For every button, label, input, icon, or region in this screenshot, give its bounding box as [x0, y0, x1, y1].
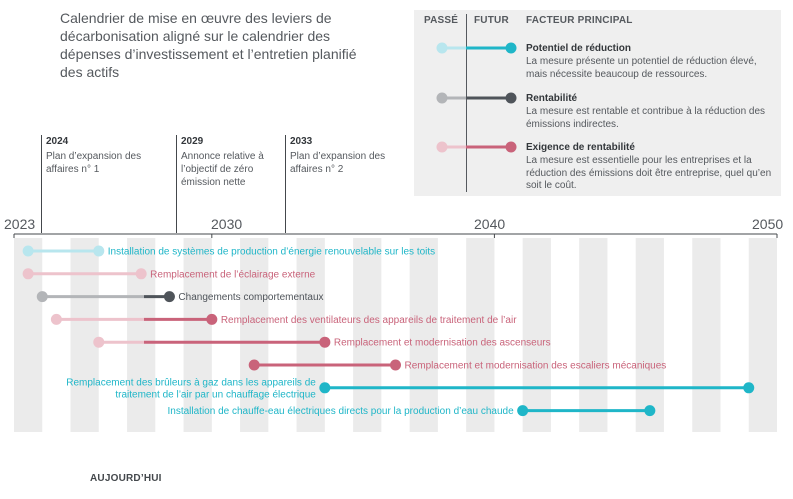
x-tick-label: 2030: [211, 216, 243, 232]
milestone-year: 2029: [181, 136, 204, 147]
milestone-text: Plan d’expansion des affaires n° 2: [290, 151, 386, 175]
legend-item-desc: La mesure présente un potentiel de réduction élevé, mais nécessite beaucoup de ressources.: [526, 56, 757, 80]
grid-band: [127, 238, 155, 432]
series-label: Installation de chauffe-eau électriques directs pour la production d’eau chaude: [167, 406, 514, 418]
x-tick-label: 2050: [752, 216, 784, 232]
series-start-point: [93, 337, 104, 348]
milestone-text: Plan d’expansion des affaires n° 1: [46, 151, 142, 175]
grid-band: [692, 238, 720, 432]
series-label: Remplacement des brûleurs à gaz dans les appareils de: [66, 377, 316, 389]
series-start-point: [249, 360, 260, 371]
series-label: traitement de l’air par un chauffage électrique: [115, 389, 316, 401]
grid-band: [523, 238, 551, 432]
x-tick-label: 2023: [4, 216, 36, 232]
legend-item-desc: La mesure est rentable et contribue à la réduction des émissions indirectes.: [526, 106, 766, 130]
series-label: Remplacement et modernisation des ascenseurs: [333, 337, 551, 349]
grid-band: [579, 238, 607, 432]
milestone-text: Annonce relative à l’objectif de zéro émission nette: [181, 151, 264, 188]
series-end-point: [164, 291, 175, 302]
chart-title: Calendrier de mise en œuvre des leviers de décarbonisation aligné sur le calendrier des dépenses d’investissement et l’entretien planifié des actifs: [60, 10, 357, 80]
series-label: Remplacement et modernisation des escaliers mécaniques: [404, 360, 667, 372]
legend-item-title: Rentabilité: [526, 93, 578, 104]
grid-band: [240, 238, 268, 432]
legend-item-title: Exigence de rentabilité: [526, 142, 635, 153]
series-end-point: [206, 314, 217, 325]
milestone-year: 2024: [46, 136, 69, 147]
grid-band: [184, 238, 212, 432]
grid-band: [466, 238, 494, 432]
grid-band: [71, 238, 99, 432]
series-start-point: [23, 246, 34, 257]
grid-band: [749, 238, 777, 432]
grid-band: [297, 238, 325, 432]
series-label: Remplacement des ventilateurs des appareils de traitement de l’air: [220, 314, 517, 326]
series-label: Changements comportementaux: [178, 292, 324, 304]
grid-band: [353, 238, 381, 432]
series-label: Installation de systèmes de production d’énergie renouvelable sur les toits: [107, 246, 436, 258]
series-end-point: [136, 268, 147, 279]
series-end-point: [390, 360, 401, 371]
series-label: Remplacement de l’éclairage externe: [150, 269, 316, 281]
today-label: AUJOURD’HUI: [90, 473, 162, 484]
grid-band: [14, 238, 42, 432]
legend-header-factor: FACTEUR PRINCIPAL: [526, 15, 633, 26]
x-tick-label: 2040: [474, 216, 506, 232]
series-start-point: [517, 405, 528, 416]
series-end-point: [93, 246, 104, 257]
series-start-point: [319, 382, 330, 393]
legend-item-title: Potentiel de réduction: [526, 43, 632, 54]
series-end-point: [644, 405, 655, 416]
grid-band: [410, 238, 438, 432]
legend-header-past: PASSÉ: [424, 15, 459, 26]
series-start-point: [23, 268, 34, 279]
grid-band: [636, 238, 664, 432]
series-end-point: [743, 382, 754, 393]
series-end-point: [319, 337, 330, 348]
series-start-point: [51, 314, 62, 325]
legend-item-desc: La mesure est essentielle pour les entreprises et la réduction des émissions doit être entreprise, quel qu’en soit le coût.: [526, 155, 772, 191]
legend-header-future: FUTUR: [474, 15, 509, 26]
milestone-year: 2033: [290, 136, 313, 147]
series-start-point: [37, 291, 48, 302]
